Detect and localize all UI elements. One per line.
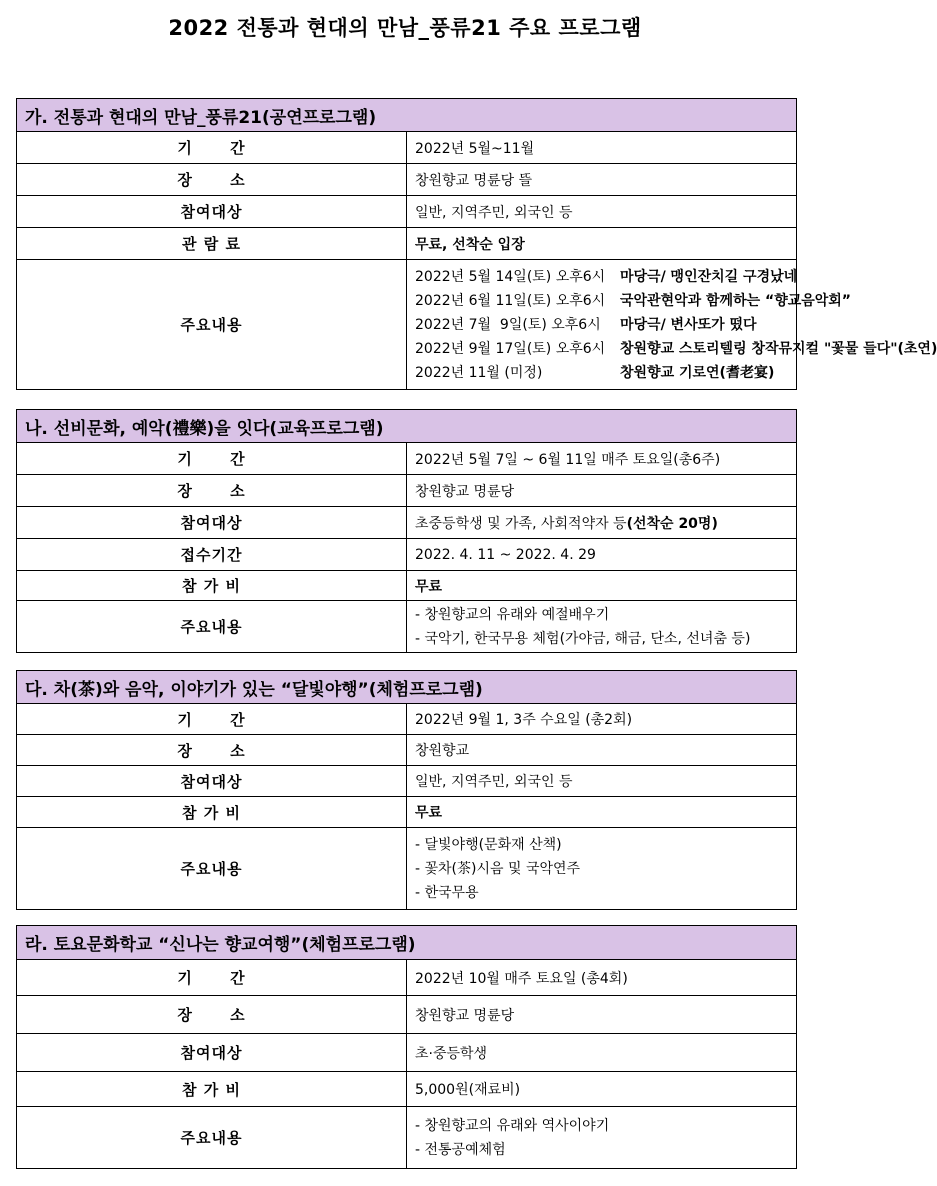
venue-value: 창원향교 명륜당 <box>407 475 797 507</box>
period-value: 2022년 5월 7일 ~ 6월 11일 매주 토요일(총6주) <box>407 443 797 475</box>
section-performance <box>16 98 937 390</box>
schedule-title: 마당극/ 맹인잔치길 구경났네 <box>620 268 798 285</box>
content-item: - 한국무용 <box>415 884 479 901</box>
venue-value: 창원향교 명륜당 <box>407 996 797 1034</box>
content-list <box>407 601 797 653</box>
venue-value: 창원향교 <box>407 735 797 766</box>
row-label: 참 가 비 <box>17 571 407 601</box>
row-label: 주요내용 <box>17 828 407 910</box>
row-label: 주요내용 <box>17 601 407 653</box>
row-label: 관 람 료 <box>17 228 407 260</box>
audience-text: 초중등학생 및 가족, 사회적약자 등 <box>415 515 627 532</box>
schedule-title: 마당극/ 변사또가 떴다 <box>620 316 757 333</box>
row-label: 주요내용 <box>17 1107 407 1169</box>
row-label: 기 간 <box>17 704 407 735</box>
row-label: 기 간 <box>17 960 407 996</box>
schedule-title: 창원향교 스토리텔링 창작뮤지컬 "꽃물 들다"(초연) <box>620 340 937 357</box>
row-label: 참여대상 <box>17 766 407 797</box>
section-saturday-school <box>16 925 797 1169</box>
row-label: 참여대상 <box>17 1034 407 1072</box>
content-item: - 꽃차(茶)시음 및 국악연주 <box>415 860 581 877</box>
row-label: 장 소 <box>17 475 407 507</box>
section-header: 라. 토요문화학교 “신나는 향교여행”(체험프로그램) <box>17 926 797 960</box>
content-list <box>407 1107 797 1169</box>
venue-value: 창원향교 명륜당 뜰 <box>407 164 797 196</box>
audience-value: 초·중등학생 <box>407 1034 797 1072</box>
fee-value: 무료, 선착순 입장 <box>407 228 797 260</box>
content-item: - 창원향교의 유래와 역사이야기 <box>415 1117 610 1134</box>
section-header: 다. 차(茶)와 음악, 이야기가 있는 “달빛야행”(체험프로그램) <box>17 671 797 704</box>
audience-value: 일반, 지역주민, 외국인 등 <box>407 196 797 228</box>
period-value: 2022년 10월 매주 토요일 (총4회) <box>407 960 797 996</box>
schedule-date: 2022년 7월 9일(토) 오후6시 <box>415 316 601 333</box>
period-value: 2022년 9월 1, 3주 수요일 (총2회) <box>407 704 797 735</box>
schedule-list <box>407 260 937 390</box>
row-label: 참 가 비 <box>17 1072 407 1107</box>
row-label: 참여대상 <box>17 196 407 228</box>
content-item: - 창원향교의 유래와 예절배우기 <box>415 606 610 623</box>
schedule-title: 창원향교 기로연(耆老宴) <box>620 364 775 381</box>
schedule-date: 2022년 6월 11일(토) 오후6시 <box>415 292 606 309</box>
section-moonlight <box>16 670 797 910</box>
schedule-title: 국악관현악과 함께하는 “향교음악회” <box>620 292 852 309</box>
row-label: 기 간 <box>17 443 407 475</box>
row-label: 장 소 <box>17 996 407 1034</box>
row-label: 기 간 <box>17 132 407 164</box>
fee-value: 5,000원(재료비) <box>407 1072 797 1107</box>
schedule-date: 2022년 9월 17일(토) 오후6시 <box>415 340 606 357</box>
page-title: 2022 전통과 현대의 만남_풍류21 주요 프로그램 <box>168 16 642 40</box>
section-header: 가. 전통과 현대의 만남_풍류21(공연프로그램) <box>17 99 797 132</box>
fee-value: 무료 <box>407 571 797 601</box>
row-label: 참 가 비 <box>17 797 407 828</box>
schedule-date: 2022년 11월 (미정) <box>415 364 543 381</box>
section-header: 나. 선비문화, 예악(禮樂)을 잇다(교육프로그램) <box>17 410 797 443</box>
content-item: - 국악기, 한국무용 체험(가야금, 해금, 단소, 선녀춤 등) <box>415 630 751 647</box>
audience-value <box>407 507 797 539</box>
content-item: - 달빛야행(문화재 산책) <box>415 836 562 853</box>
row-label: 주요내용 <box>17 260 407 390</box>
row-label: 장 소 <box>17 164 407 196</box>
content-list <box>407 828 797 910</box>
row-label: 참여대상 <box>17 507 407 539</box>
audience-value: 일반, 지역주민, 외국인 등 <box>407 766 797 797</box>
schedule-date: 2022년 5월 14일(토) 오후6시 <box>415 268 606 285</box>
row-label: 접수기간 <box>17 539 407 571</box>
row-label: 장 소 <box>17 735 407 766</box>
period-value: 2022년 5월~11월 <box>407 132 797 164</box>
audience-limit: (선착순 20명) <box>626 515 718 532</box>
content-item: - 전통공예체험 <box>415 1141 506 1158</box>
registration-period-value: 2022. 4. 11 ~ 2022. 4. 29 <box>407 539 797 571</box>
section-education <box>16 409 797 653</box>
fee-value: 무료 <box>407 797 797 828</box>
